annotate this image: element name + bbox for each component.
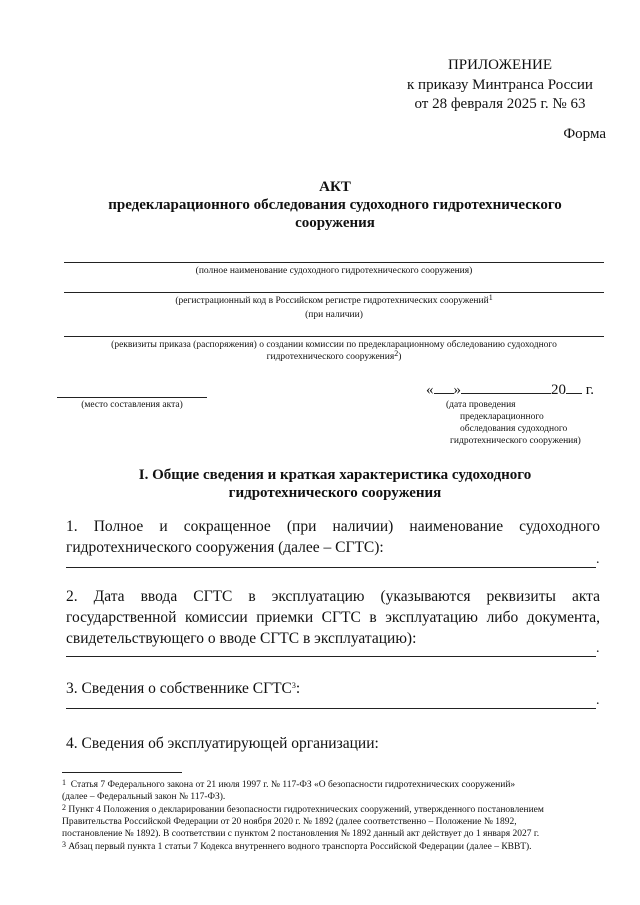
item-2-line-3: свидетельствующего о вводе СГТС в эксплуатацию):	[66, 630, 417, 647]
item-2-line-1: 2. Дата ввода СГТС в эксплуатацию (указываются реквизиты акта	[66, 588, 600, 605]
date-caption-4: гидротехнического сооружения)	[450, 436, 581, 446]
section-1-title-2: гидротехнического сооружения	[228, 485, 442, 501]
item-1-line-2: гидротехнического сооружения (далее – СГТС):	[66, 539, 384, 556]
place-line	[57, 397, 207, 398]
full-name-line	[64, 262, 604, 263]
document-subtitle-2: сооружения	[295, 215, 375, 231]
order-line-2: от 28 февраля 2025 г. № 63	[414, 96, 586, 112]
place-caption: (место составления акта)	[81, 400, 183, 410]
date-template: « » 20 г.	[426, 382, 594, 398]
reg-code-caption: (регистрационный код в Российском регистре гидротехнических сооружений$^1$	[175, 293, 493, 306]
appendix-label: ПРИЛОЖЕНИЕ	[447, 57, 553, 73]
item-1-line-1: 1. Полное и сокращенное (при наличии) наименование судоходного	[66, 518, 600, 535]
footnote-3: $^3$ Абзац первый пункта 1 статьи 7 Кодекса внутреннего водного транспорта Российской Федерации (далее – КВВТ).	[62, 840, 532, 852]
date-caption-3: обследования судоходного	[460, 424, 568, 434]
footnote-2-cont-2: постановление № 1892). В соответствии с пунктом 2 постановления № 1892 данный акт действует до 1 января 2027 г.	[62, 829, 540, 839]
if-any-caption: (при наличии)	[305, 310, 363, 320]
document-page: ПРИЛОЖЕНИЕ к приказу Минтранса России от 28 февраля 2025 г. № 63 Форма АКТ предекларационного обследования судоходного гидротехнического сооружения (полное наименование судоходного гидротехнического сооружения) (регистрационный код в Российском регистре гидротехнических сооружений$^1$ (при наличии) (реквизиты приказа (распоряжения) о создании комиссии по предекларационному обследованию судоходного гидротехнического сооружения$^2$) (место составления акта) « » 20 г. (дата проведения предекларационного обследования судоходного гидротехнического сооружения) I. Общие сведения и краткая характеристика судоходного гидротехнического сооружения 1. Полное и сокращенное (при наличии) наименование судоходного гидротехнического сооружения (далее – СГТС): . 2. Дата ввода СГТС в эксплуатацию (указываются реквизиты акта государственной комиссии приемки СГТС в эксплуатацию либо документа, свидетельствующего о вводе СГТС в эксплуатацию): . 3. Сведения о собственнике СГТС$^3$: . 4. Сведения об эксплуатирующей организации: $^1$ Статья 7 Федерального закона от 21 июля 1997 г. № 117-ФЗ «О безопасности гидротехнических сооружений» (далее – Федеральный закон № 117-ФЗ). $^2$ Пункт 4 Положения о декларировании безопасности гидротехнических сооружений, утвержденного постановлением Правительства Российской Федерации от 20 ноября 2020 г. № 1892 (далее соответственно – Положение № 1892, постановление № 1892). В соответствии с пунктом 2 постановления № 1892 данный акт действует до 1 января 2027 г. $^3$ Абзац первый пункта 1 статьи 7 Кодекса внутреннего водного транспорта Российской Федерации (далее – КВВТ).	[0, 0, 640, 905]
item-3-answer-line	[66, 708, 596, 709]
section-1-title-1: I. Общие сведения и краткая характеристика судоходного	[138, 467, 532, 483]
footnote-2-cont-1: Правительства Российской Федерации от 20 ноября 2020 г. № 1892 (далее соответственно – Положение № 1892,	[62, 817, 517, 827]
footnote-separator	[62, 772, 182, 773]
reg-code-line	[64, 292, 604, 293]
item-3-line: 3. Сведения о собственнике СГТС$^3$:	[66, 680, 301, 697]
document-title: АКТ	[319, 179, 351, 195]
order-details-line	[64, 336, 604, 337]
order-details-caption-1: (реквизиты приказа (распоряжения) о создании комиссии по предекларационному обследованию судоходного	[111, 340, 557, 350]
date-caption-1: (дата проведения	[446, 400, 516, 410]
document-subtitle-1: предекларационного обследования судоходного гидротехнического	[108, 197, 562, 213]
footnote-1: $^1$ Статья 7 Федерального закона от 21 июля 1997 г. № 117-ФЗ «О безопасности гидротехнических сооружений»	[62, 778, 516, 790]
item-1-answer-line	[66, 567, 596, 568]
item-2-answer-line	[66, 656, 596, 657]
footnote-1-cont: (далее – Федеральный закон № 117-ФЗ).	[62, 792, 226, 802]
full-name-caption: (полное наименование судоходного гидротехнического сооружения)	[195, 266, 473, 276]
order-line-1: к приказу Минтранса России	[407, 77, 593, 93]
footnote-2: $^2$ Пункт 4 Положения о декларировании безопасности гидротехнических сооружений, утвержденного постановлением	[62, 803, 544, 815]
date-caption-2: предекларационного	[460, 412, 544, 422]
item-2-line-2: государственной комиссии приемки СГТС в эксплуатацию либо документа,	[66, 609, 600, 626]
order-details-caption-2: гидротехнического сооружения$^2$)	[266, 349, 402, 362]
form-label: Форма	[563, 126, 606, 142]
item-4-line: 4. Сведения об эксплуатирующей организации:	[66, 735, 379, 752]
